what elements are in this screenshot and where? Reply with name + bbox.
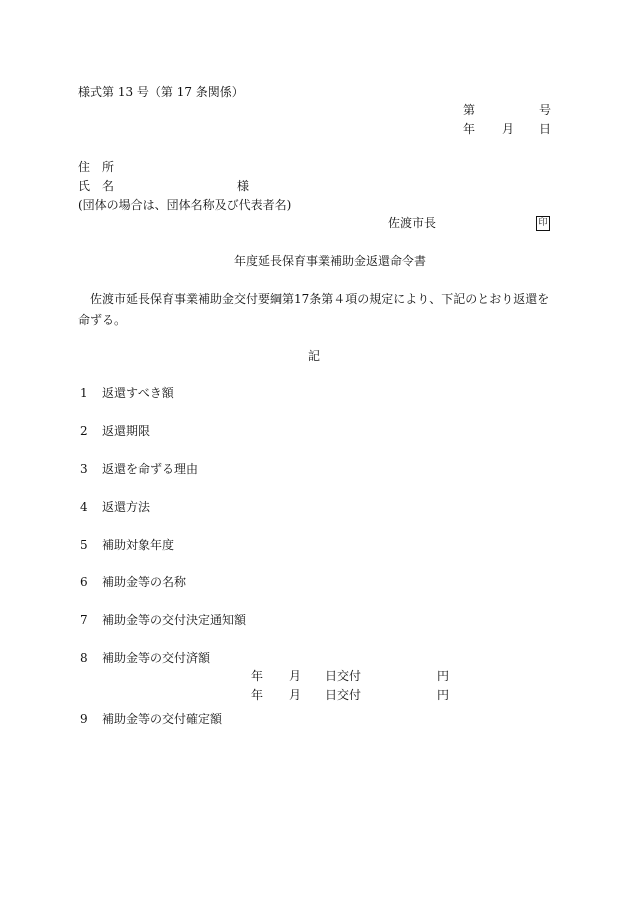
paid-row-day: 日交付 xyxy=(325,669,362,683)
body-paragraph: 佐渡市延長保育事業補助金交付要綱第17条第４項の規定により、下記のとおり返還を命ずる。 xyxy=(78,292,550,327)
item-label: 返還期限 xyxy=(102,424,151,438)
honorific: 様 xyxy=(237,179,250,193)
group-note: (団体の場合は、団体名称及び代表者名) xyxy=(78,198,292,212)
date-year: 年 xyxy=(463,122,476,136)
paid-row-year: 年 xyxy=(251,669,264,683)
paid-row-year: 年 xyxy=(251,688,264,702)
item-num: 3 xyxy=(80,462,88,476)
item-num: 4 xyxy=(80,500,88,514)
item-num: 8 xyxy=(80,651,88,665)
item-num: 5 xyxy=(80,538,88,552)
date-day: 日 xyxy=(539,122,552,136)
item-label: 補助金等の交付済額 xyxy=(102,651,211,665)
paid-row-day: 日交付 xyxy=(325,688,362,702)
item-num: 7 xyxy=(80,613,88,627)
name-label: 氏 名 xyxy=(78,179,115,193)
item-label: 補助対象年度 xyxy=(102,538,175,552)
form-number: 様式第 13 号（第 17 条関係） xyxy=(78,85,244,99)
paid-row-yen: 円 xyxy=(437,688,450,702)
document-title: 年度延長保育事業補助金返還命令書 xyxy=(234,254,427,268)
paid-row-yen: 円 xyxy=(437,669,450,683)
seal-mark: 印 xyxy=(536,216,550,231)
item-label: 補助金等の交付決定通知額 xyxy=(102,613,247,627)
address-label: 住 所 xyxy=(78,160,115,174)
item-num: 2 xyxy=(80,424,88,438)
item-label: 返還方法 xyxy=(102,500,151,514)
item-num: 6 xyxy=(80,575,88,589)
item-label: 補助金等の交付確定額 xyxy=(102,712,223,726)
doc-number-prefix: 第 xyxy=(463,103,476,117)
item-label: 返還を命ずる理由 xyxy=(102,462,199,476)
paid-row-month: 月 xyxy=(289,669,302,683)
item-num: 9 xyxy=(80,712,88,726)
item-label: 返還すべき額 xyxy=(102,386,174,400)
item-label: 補助金等の名称 xyxy=(102,575,187,589)
date-month: 月 xyxy=(502,122,515,136)
paid-row-month: 月 xyxy=(289,688,302,702)
issuer: 佐渡市長 xyxy=(388,216,437,230)
ki-heading: 記 xyxy=(308,349,321,363)
item-num: 1 xyxy=(80,386,88,400)
doc-number-suffix: 号 xyxy=(539,103,552,117)
